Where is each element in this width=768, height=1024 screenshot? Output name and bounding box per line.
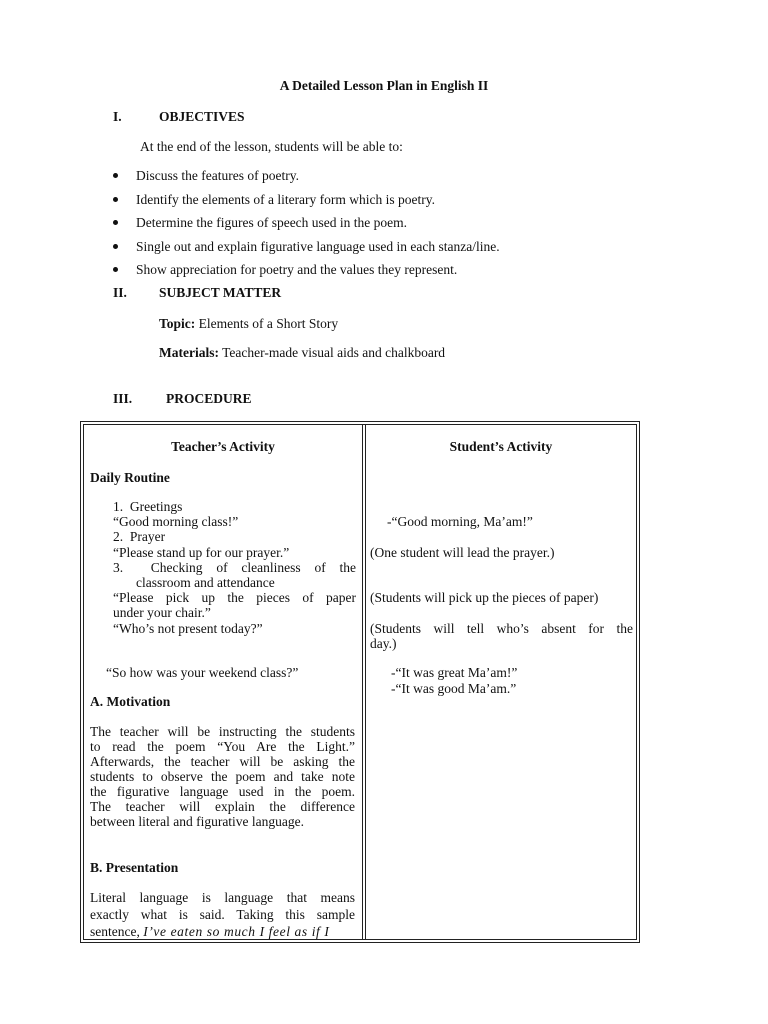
column-divider [365, 424, 366, 940]
student-weekend-2: -“It was good Ma’am.” [391, 681, 517, 696]
materials-value: Teacher-made visual aids and chalkboard [222, 345, 446, 360]
student-weekend-1: -“It was great Ma’am!” [391, 665, 518, 680]
list-item: Show appreciation for poetry and the values they represent. [110, 261, 500, 285]
routine-prayer: 2. Prayer [113, 529, 166, 544]
routine-greetings-quote: “Good morning class!” [113, 514, 239, 529]
student-absent-line2: day.) [370, 636, 397, 651]
list-item: Single out and explain figurative language used in each stanza/line. [110, 238, 500, 262]
presentation-line: exactly what is said. Taking this sample [90, 907, 355, 922]
weekend-question: “So how was your weekend class?” [106, 665, 299, 680]
section-number-procedure: III. [113, 391, 133, 406]
motivation-line: The teacher will explain the difference [90, 799, 355, 814]
motivation-line: between literal and figurative language. [90, 814, 305, 829]
routine-attendance-quote: “Who’s not present today?” [113, 621, 263, 636]
teacher-activity-header: Teacher’s Activity [171, 439, 275, 454]
routine-checking-line2: classroom and attendance [136, 575, 275, 590]
motivation-line: Afterwards, the teacher will be asking the [90, 754, 355, 769]
student-greeting: -“Good morning, Ma’am!” [387, 514, 533, 529]
list-item: Identify the elements of a literary form which is poetry. [110, 191, 500, 215]
motivation-line: students to observe the poem and take note [90, 769, 355, 784]
student-paper: (Students will pick up the pieces of paper) [370, 590, 599, 605]
student-absent-line1: (Students will tell who’s absent for the [370, 621, 633, 636]
routine-checking-line1: 3. Checking of cleanliness of the [113, 560, 356, 575]
objectives-intro: At the end of the lesson, students will be able to: [140, 139, 403, 154]
section-heading-objectives: OBJECTIVES [159, 109, 245, 124]
section-number-objectives: I. [113, 109, 122, 124]
presentation-line: Literal language is language that means [90, 890, 355, 905]
topic-label: Topic: [159, 316, 196, 331]
materials-label: Materials: [159, 345, 219, 360]
daily-routine-heading: Daily Routine [90, 470, 170, 485]
motivation-heading: A. Motivation [90, 694, 171, 709]
presentation-sample-sentence: I’ve eaten so much I feel as if I [143, 924, 330, 939]
presentation-sentence-prefix: sentence, [90, 924, 140, 939]
motivation-line: the figurative language used in the poem. [90, 784, 355, 799]
motivation-line: The teacher will be instructing the students [90, 724, 355, 739]
column-divider [362, 424, 363, 940]
section-heading-procedure: PROCEDURE [166, 391, 252, 406]
section-heading-subject-matter: SUBJECT MATTER [159, 285, 282, 300]
topic-line [159, 316, 338, 332]
objectives-list [110, 167, 500, 285]
list-item: Discuss the features of poetry. [110, 167, 500, 191]
routine-prayer-quote: “Please stand up for our prayer.” [113, 545, 290, 560]
student-prayer: (One student will lead the prayer.) [370, 545, 555, 560]
routine-greetings: 1. Greetings [113, 499, 183, 514]
student-activity-header: Student’s Activity [449, 439, 553, 454]
topic-value: Elements of a Short Story [198, 316, 339, 331]
document-title: A Detailed Lesson Plan in English II [279, 78, 489, 93]
presentation-line-last [90, 924, 360, 940]
presentation-heading: B. Presentation [90, 860, 179, 875]
list-item: Determine the figures of speech used in the poem. [110, 214, 500, 238]
routine-paper-quote-line1: “Please pick up the pieces of paper [113, 590, 356, 605]
section-number-subject-matter: II. [113, 285, 127, 300]
routine-paper-quote-line2: under your chair.” [113, 605, 211, 620]
motivation-line: to read the poem “You Are the Light.” [90, 739, 355, 754]
materials-line [159, 345, 445, 361]
